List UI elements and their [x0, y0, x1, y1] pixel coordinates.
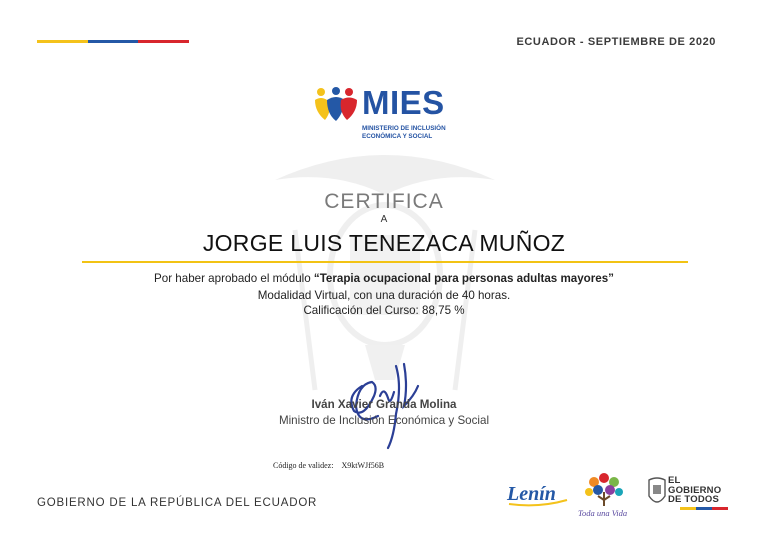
- mies-logo-icon: [313, 86, 359, 122]
- el-gobierno-shield-icon: [648, 476, 666, 510]
- name-underline: [82, 261, 688, 263]
- issue-date: ECUADOR - SEPTIEMBRE DE 2020: [516, 36, 716, 48]
- recipient-name: JORGE LUIS TENEZACA MUÑOZ: [202, 230, 566, 256]
- logo-subtitle-line1: MINISTERIO DE INCLUSIÓN: [362, 125, 446, 132]
- validation-code: X9ktWJf56B: [341, 461, 385, 470]
- module-line: [0, 272, 768, 285]
- mies-logo-subtitle: [362, 125, 472, 141]
- module-prefix: Por haber aprobado el módulo: [154, 272, 314, 285]
- egt-line2: GOBIERNO: [668, 484, 722, 496]
- certificate-heading: CERTIFICA: [324, 190, 444, 213]
- module-title: “Terapia ocupacional para personas adultas mayores”: [313, 272, 614, 285]
- flag-blue: [88, 40, 139, 43]
- flag-red: [138, 40, 189, 43]
- logo-subtitle-line2: ECONÓMICA Y SOCIAL: [362, 133, 433, 140]
- toda-una-vida-text: Toda una Vida: [578, 508, 628, 518]
- flag-color-bar: [37, 40, 189, 43]
- lenin-logo-icon: [503, 478, 571, 508]
- egt-line3: DE TODOS: [668, 494, 720, 505]
- mies-logo-text: MIES: [362, 84, 445, 121]
- egt-yellow: [680, 507, 696, 510]
- el-gobierno-de-todos-logo: [668, 476, 721, 505]
- flag-yellow: [37, 40, 88, 43]
- egt-blue: [696, 507, 712, 510]
- government-name: GOBIERNO DE LA REPÚBLICA DEL ECUADOR: [37, 497, 318, 509]
- grade-line: Calificación del Curso: 88,75 %: [303, 304, 465, 317]
- signer-name: Iván Xavier Granda Molina: [311, 398, 457, 411]
- egt-red: [712, 507, 728, 510]
- certificate-to: A: [380, 214, 388, 225]
- modality-line: Modalidad Virtual, con una duración de 40 horas.: [257, 289, 511, 302]
- signer-role: Ministro de Inclusión Económica y Social: [278, 414, 490, 427]
- validation-label: Código de validez:: [273, 461, 334, 470]
- egt-color-bar: [680, 507, 728, 510]
- validation-code-row: [273, 461, 384, 470]
- lenin-logo-text: Lenín: [507, 483, 556, 505]
- egt-line1: EL: [668, 475, 681, 486]
